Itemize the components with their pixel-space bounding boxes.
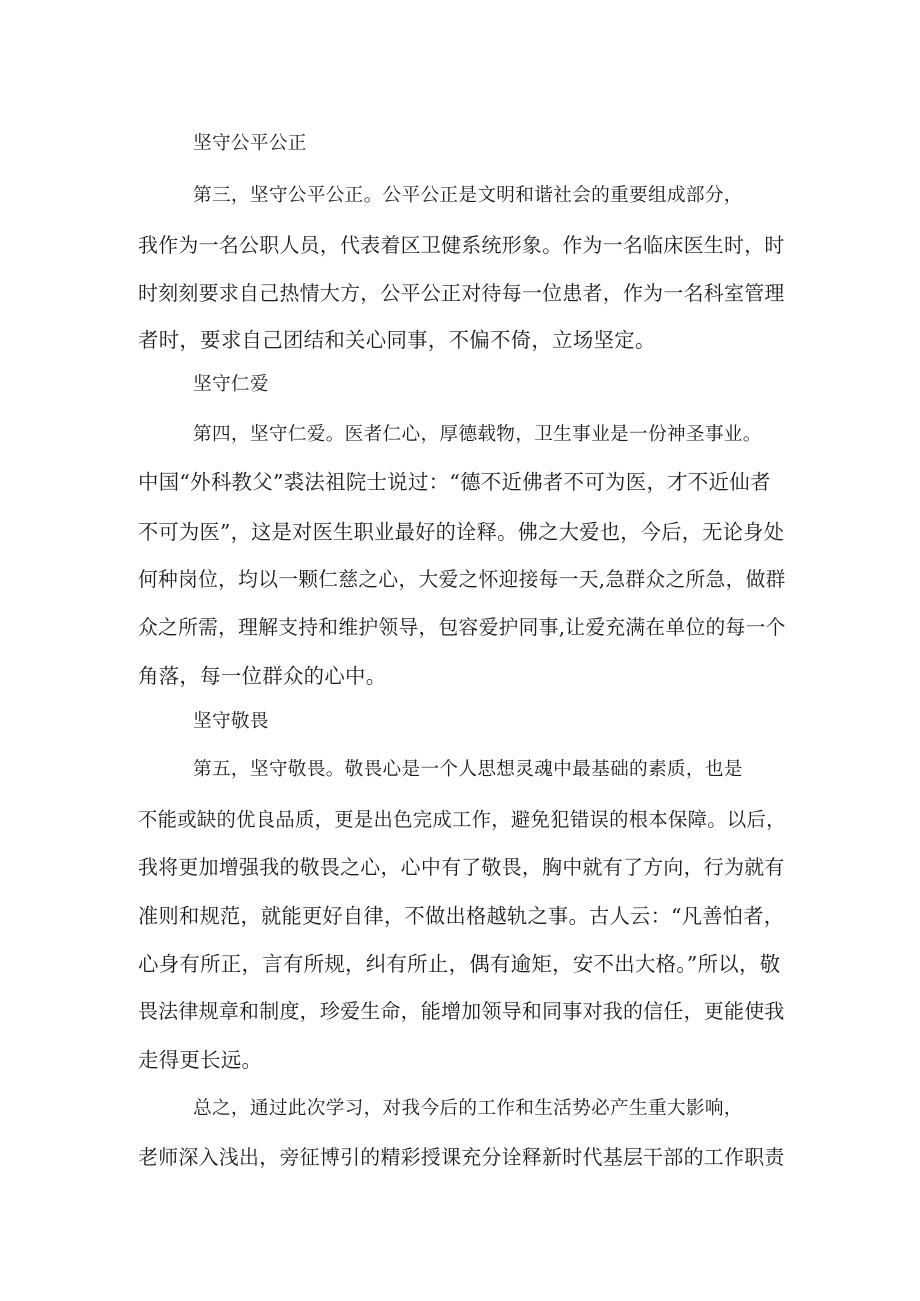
paragraph-line: 众之所需，理解支持和维护领导，包容爱护同事,让爱充满在单位的每一个 bbox=[138, 616, 786, 639]
paragraph-line: 老师深入浅出，旁征博引的精彩授课充分诠释新时代基层干部的工作职责 bbox=[138, 1146, 785, 1169]
paragraph-line: 畏法律规章和制度，珍爱生命，能增加领导和同事对我的信任，更能使我 bbox=[138, 1000, 785, 1023]
paragraph-line: 不可为医”，这是对医生职业最好的诠释。佛之大爱也，今后，无论身处 bbox=[138, 520, 785, 544]
paragraph-line: 准则和规范，就能更好自律，不做出格越轨之事。古人云：“凡善怕者， bbox=[138, 904, 785, 928]
paragraph-line: 第五，坚守敬畏。敬畏心是一个人思想灵魂中最基础的素质，也是 bbox=[193, 759, 743, 780]
paragraph-line: 我作为一名公职人员，代表着区卫健系统形象。作为一名临床医生时，时 bbox=[138, 234, 785, 257]
paragraph-line: 第四，坚守仁爱。医者仁心，厚德载物，卫生事业是一份神圣事业。 bbox=[193, 424, 762, 445]
paragraph-line: 时刻刻要求自己热情大方，公平公正对待每一位患者，作为一名科室管理 bbox=[138, 282, 785, 305]
section-heading: 坚守仁爱 bbox=[193, 374, 269, 395]
paragraph-line: 角落，每一位群众的心中。 bbox=[138, 664, 387, 688]
paragraph-line: 总之，通过此次学习，对我今后的工作和生活势必产生重大影响， bbox=[193, 1098, 743, 1119]
paragraph-line: 第三，坚守公平公正。公平公正是文明和谐社会的重要组成部分， bbox=[193, 185, 743, 206]
paragraph-line: 我将更加增强我的敬畏之心，心中有了敬畏，胸中就有了方向，行为就有 bbox=[138, 856, 785, 879]
paragraph-line: 走得更长远。 bbox=[138, 1048, 263, 1072]
paragraph-line: 不能或缺的优良品质，更是出色完成工作，避免犯错误的根本保障。以后， bbox=[138, 808, 786, 831]
paragraph-line: 中国“外科教父”裘法祖院士说过：“德不近佛者不可为医，才不近仙者 bbox=[138, 470, 771, 494]
paragraph-line: 心身有所正，言有所规，纠有所止，偶有逾矩，安不出大格。”所以，敬 bbox=[138, 952, 781, 976]
paragraph-line: 者时，要求自己团结和关心同事，不偏不倚，立场坚定。 bbox=[138, 328, 656, 352]
section-heading: 坚守敬畏 bbox=[193, 711, 269, 732]
paragraph-line: 何种岗位，均以一颗仁慈之心，大爱之怀迎接每一天,急群众之所急，做群 bbox=[138, 568, 786, 591]
section-heading: 坚守公平公正 bbox=[193, 133, 307, 154]
